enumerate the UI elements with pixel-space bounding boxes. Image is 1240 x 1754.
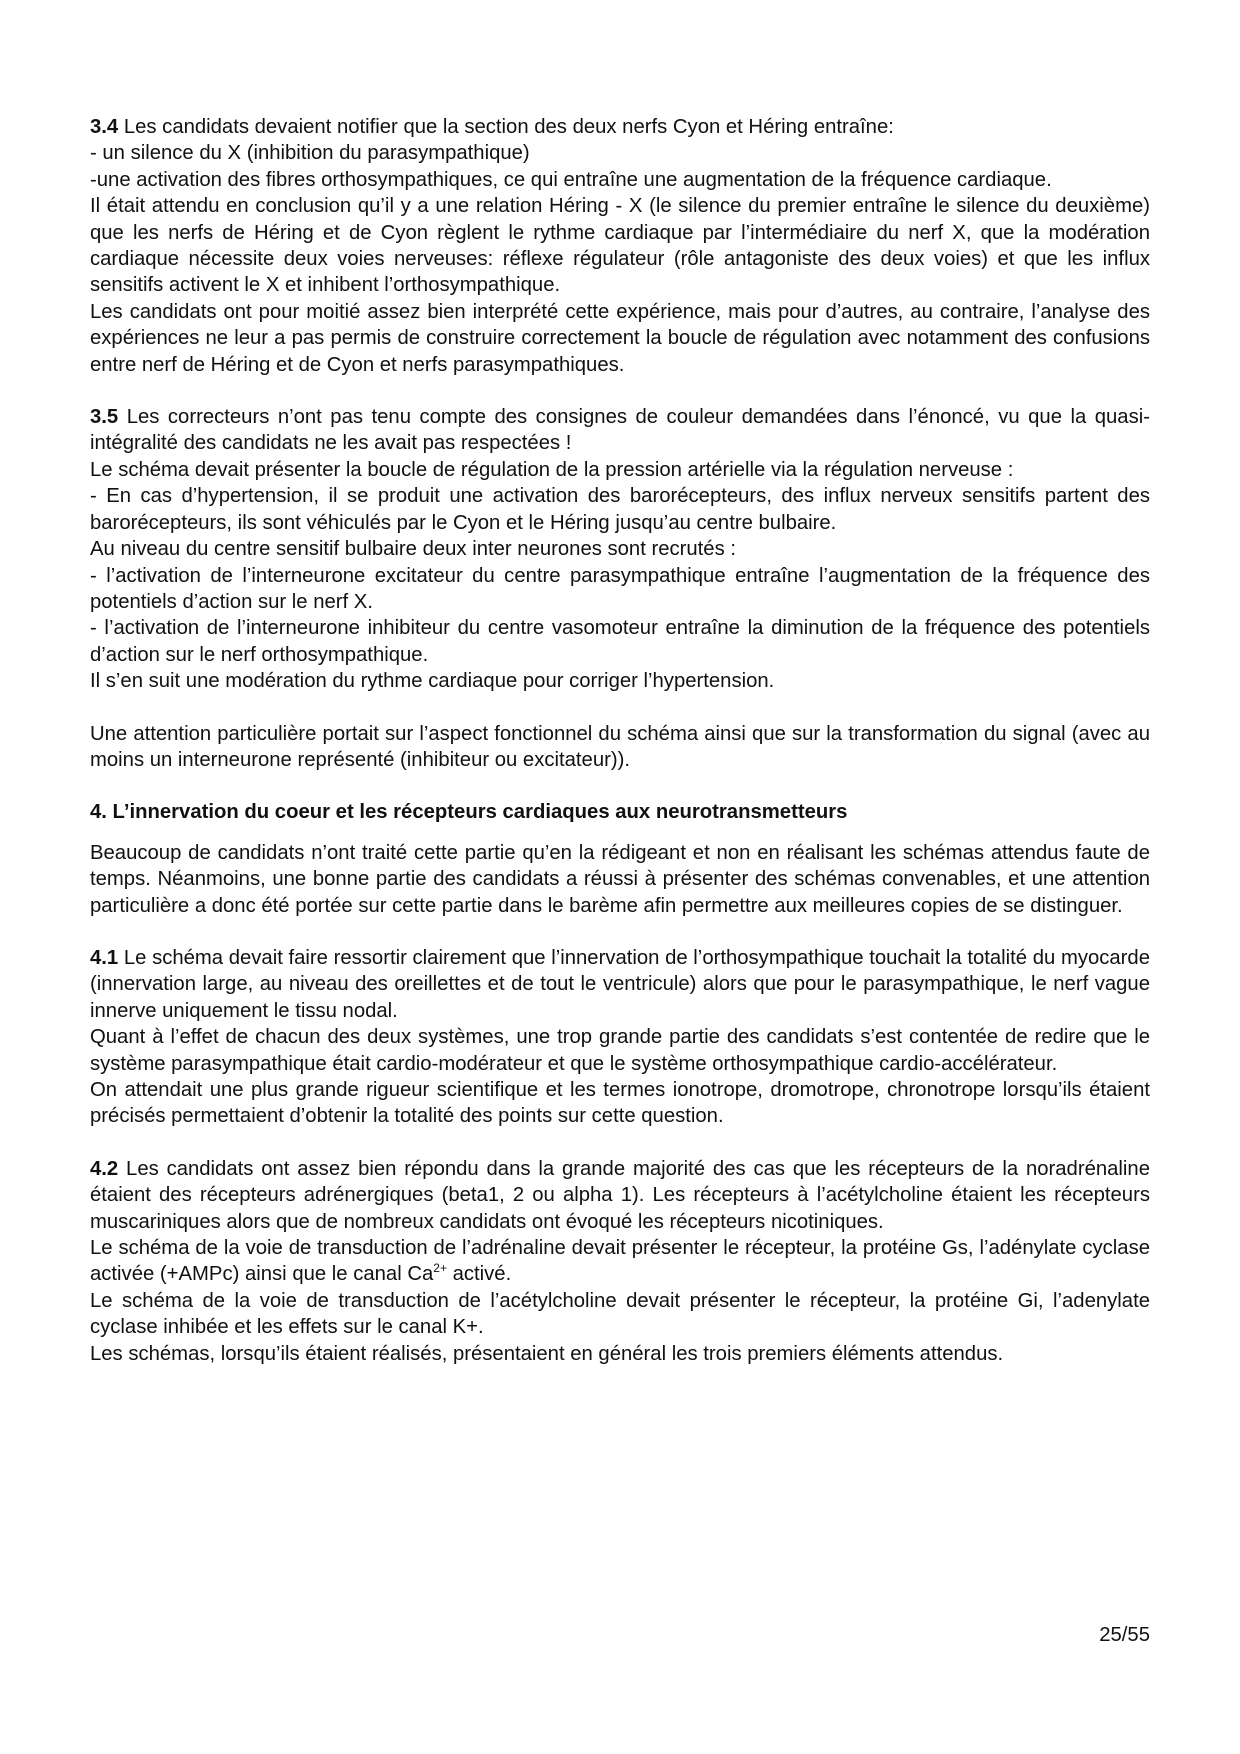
section-4	[90, 799, 1150, 919]
paragraph: Il était attendu en conclusion qu’il y a une relation Héring - X (le silence du premier entraîne le silence du deuxième) que les nerfs de Héring et de Cyon règlent le rythme cardiaque par l’intermédiaire du nerf X, que la modération cardiaque nécessite deux voies nerveuses: réflexe régulateur (rôle antagoniste des deux voies) et que les influx sensitifs activent le X et inhibent l’orthosympathique.	[90, 195, 1150, 297]
paragraph	[90, 114, 1150, 140]
section-4-2	[90, 1156, 1150, 1367]
section-number: 3.5	[90, 406, 119, 429]
paragraph: -une activation des fibres orthosympathiques, ce qui entraîne une augmentation de la fréquence cardiaque.	[90, 168, 1052, 191]
paragraph-text: Le schéma devait faire ressortir clairement que l’innervation de l’orthosympathique touchait la totalité du myocarde (innervation large, au niveau des oreillettes et de tout le ventricule) alors que pour le parasympathique, le nerf vague innerve uniquement le tissu nodal.	[90, 946, 1150, 1022]
paragraph	[90, 1235, 1150, 1288]
paragraph: - un silence du X (inhibition du parasympathique)	[90, 142, 530, 165]
paragraph: - l’activation de l’interneurone excitateur du centre parasympathique entraîne l’augmentation de la fréquence des potentiels d’action sur le nerf X.	[90, 564, 1150, 613]
paragraph: Quant à l’effet de chacun des deux systèmes, une trop grande partie des candidats s’est contentée de redire que le système parasympathique était cardio-modérateur et que le système orthosympathique cardio-accélérateur.	[90, 1026, 1150, 1075]
paragraph: Au niveau du centre sensitif bulbaire deux inter neurones sont recrutés :	[90, 538, 736, 561]
section-3-4	[90, 114, 1150, 378]
section-number: 4.1	[90, 946, 119, 969]
superscript: 2+	[433, 1261, 447, 1276]
paragraph: Le schéma de la voie de transduction de l’acétylcholine devait présenter le récepteur, la protéine Gi, l’adenylate cyclase inhibée et les effets sur le canal K+.	[90, 1289, 1150, 1339]
paragraph: Il s’en suit une modération du rythme cardiaque pour corriger l’hypertension.	[90, 670, 775, 693]
paragraph-text: Les candidats ont assez bien répondu dans la grande majorité des cas que les récepteurs de la noradrénaline étaient des récepteurs adrénergiques (beta1, 2 ou alpha 1). Les récepteurs à l’acétylcholine étaient les récepteurs muscariniques alors que de nombreux candidats ont évoqué les récepteurs nicotiniques.	[90, 1157, 1150, 1233]
paragraph: On attendait une plus grande rigueur scientifique et les termes ionotrope, dromotrope, chronotrope lorsqu’ils étaient précisés permettaient d’obtenir la totalité des points sur cette question.	[90, 1079, 1150, 1128]
paragraph-text: Les correcteurs n’ont pas tenu compte des consignes de couleur demandées dans l’énoncé, vu que la quasi-intégralité des candidats ne les avait pas respectées !	[90, 406, 1150, 455]
section-4-1	[90, 945, 1150, 1130]
paragraph	[90, 404, 1150, 457]
page-body	[90, 114, 1150, 1367]
paragraph-text: activé.	[446, 1263, 512, 1286]
paragraph	[90, 945, 1150, 1024]
paragraph	[90, 1156, 1150, 1235]
section-heading: 4. L’innervation du coeur et les récepteurs cardiaques aux neurotransmetteurs	[90, 801, 848, 824]
paragraph: Le schéma devait présenter la boucle de régulation de la pression artérielle via la régulation nerveuse :	[90, 458, 1014, 481]
page-number: 25/55	[1099, 1624, 1150, 1646]
paragraph: - En cas d’hypertension, il se produit une activation des barorécepteurs, des influx nerveux sensitifs partent des barorécepteurs, ils sont véhiculés par le Cyon et le Héring jusqu’au centre bulbaire.	[90, 485, 1150, 534]
paragraph: Les schémas, lorsqu’ils étaient réalisés, présentaient en général les trois premiers éléments attendus.	[90, 1342, 1004, 1365]
section-number: 3.4	[90, 116, 119, 138]
paragraph-text: Le schéma de la voie de transduction de l’adrénaline devait présenter le récepteur, la protéine Gs, l’adénylate cyclase activée (+AMPc) ainsi que le canal Ca	[90, 1237, 1150, 1286]
paragraph: Les candidats ont pour moitié assez bien interprété cette expérience, mais pour d’autres, au contraire, l’analyse des expériences ne leur a pas permis de construire correctement la boucle de régulation avec notamment des confusions entre nerf de Héring et de Cyon et nerfs parasympathiques.	[90, 300, 1150, 376]
paragraph: Une attention particulière portait sur l’aspect fonctionnel du schéma ainsi que sur la transformation du signal (avec au moins un interneurone représenté (inhibiteur ou excitateur)).	[90, 722, 1150, 771]
paragraph-text: Les candidats devaient notifier que la section des deux nerfs Cyon et Héring entraîne:	[118, 116, 894, 138]
paragraph: Beaucoup de candidats n’ont traité cette partie qu’en la rédigeant et non en réalisant les schémas attendus faute de temps. Néanmoins, une bonne partie des candidats a réussi à présenter des schémas convenables, et une attention particulière a donc été portée sur cette partie dans le barème afin permettre aux meilleures copies de se distinguer.	[90, 841, 1150, 917]
section-3-5	[90, 404, 1150, 773]
paragraph: - l’activation de l’interneurone inhibiteur du centre vasomoteur entraîne la diminution de la fréquence des potentiels d’action sur le nerf orthosympathique.	[90, 617, 1150, 666]
section-number: 4.2	[90, 1157, 119, 1180]
